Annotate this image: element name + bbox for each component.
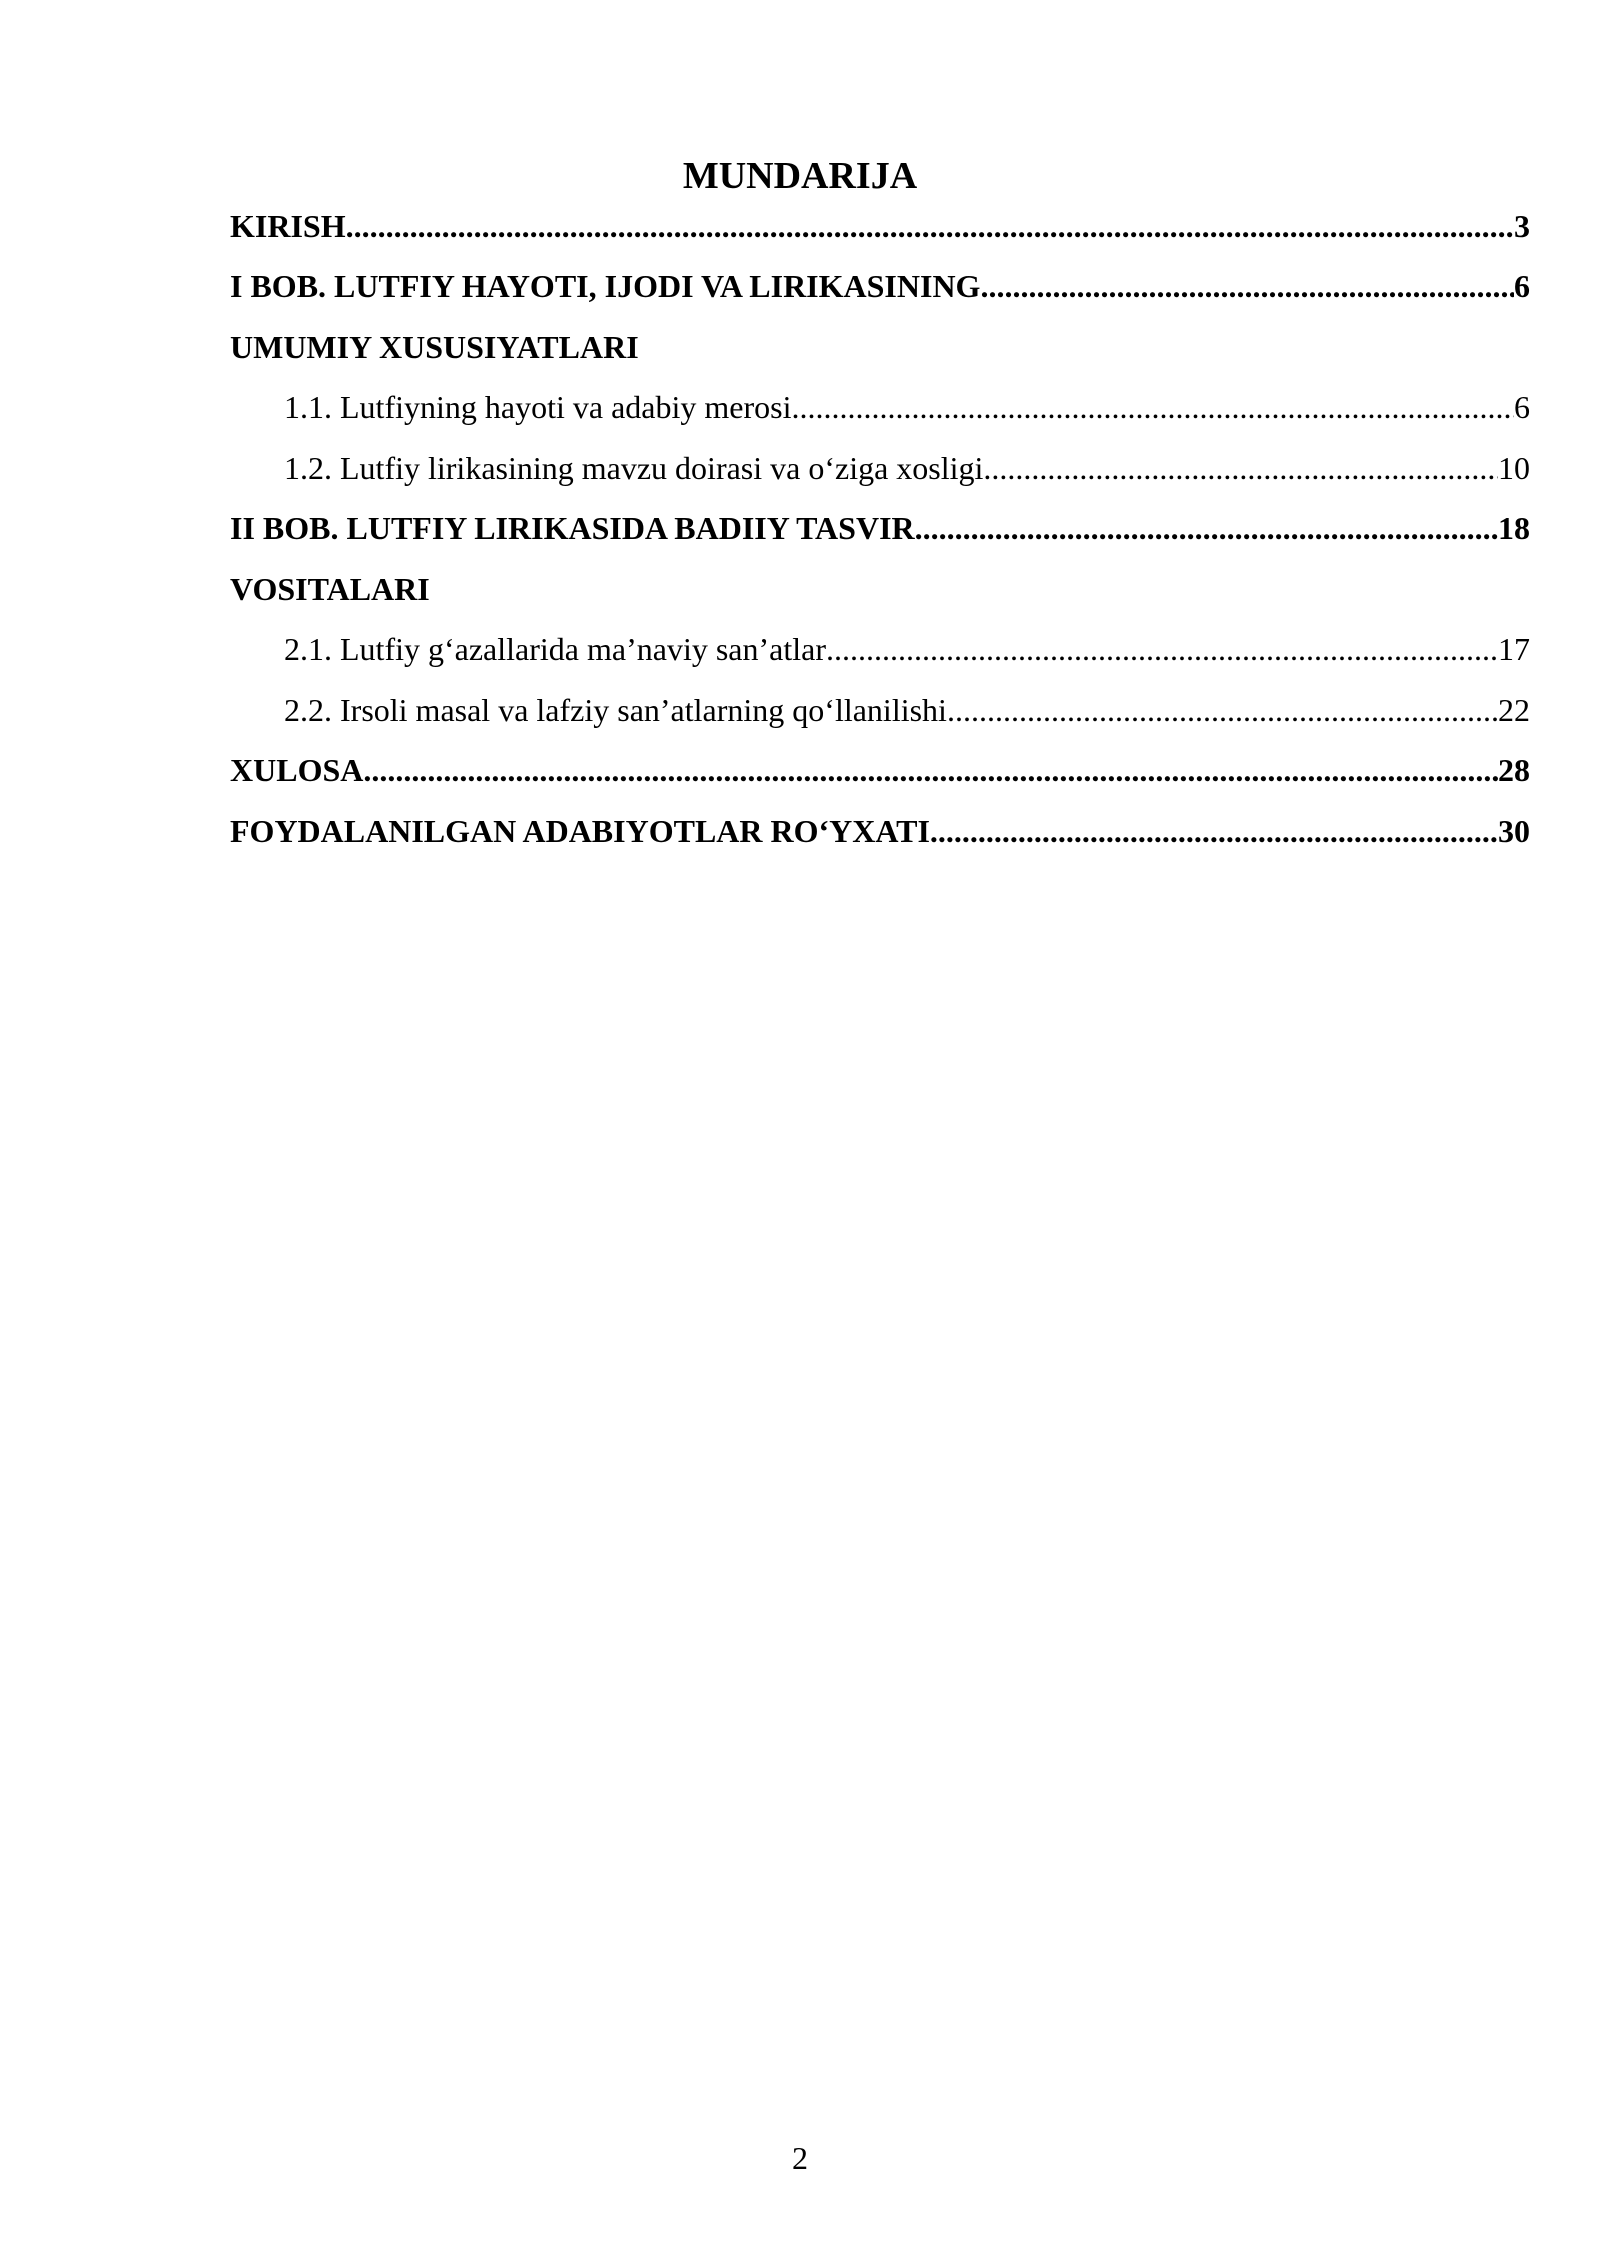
toc-dot-leader — [980, 268, 1514, 305]
toc-dot-leader — [826, 631, 1498, 668]
toc-entry-page: 22 — [1498, 691, 1530, 728]
toc-entry-page: 10 — [1498, 449, 1530, 486]
toc-entry-page: 6 — [1514, 389, 1530, 426]
toc-entry-label: KIRISH — [230, 207, 346, 244]
toc-entry-label: UMUMIY XUSUSIYATLARI — [230, 328, 639, 365]
toc-entry-label: FOYDALANILGAN ADABIYOTLAR RO‘YXATI — [230, 812, 930, 849]
toc-entry-chapter-2-continued[interactable] — [230, 559, 1530, 620]
toc-entry-section-1-2[interactable] — [230, 438, 1530, 499]
toc-dot-leader — [947, 692, 1498, 729]
toc-dot-leader — [983, 450, 1498, 487]
toc-entry-section-1-1[interactable] — [230, 378, 1530, 439]
toc-entry-kirish[interactable] — [230, 196, 1530, 257]
toc-entry-page: 28 — [1498, 752, 1530, 789]
toc-entry-page: 6 — [1514, 268, 1530, 305]
toc-entry-chapter-1[interactable] — [230, 257, 1530, 318]
page-title: MUNDARIJA — [682, 155, 918, 197]
toc-entry-label: XULOSA — [230, 752, 364, 789]
table-of-contents — [230, 196, 1530, 862]
page-number: 2 — [792, 2140, 808, 2176]
toc-entry-label: VOSITALARI — [230, 570, 430, 607]
toc-dot-leader — [363, 752, 1498, 789]
toc-entry-section-2-1[interactable] — [230, 620, 1530, 681]
toc-entry-chapter-1-continued[interactable] — [230, 317, 1530, 378]
toc-entry-section-2-2[interactable] — [230, 680, 1530, 741]
toc-dot-leader — [915, 510, 1498, 547]
toc-entry-page: 30 — [1498, 812, 1530, 849]
toc-entry-label: 2.2. Irsoli masal va lafziy san’atlarning qo‘llanilishi — [284, 691, 947, 728]
toc-entry-page: 3 — [1514, 207, 1530, 244]
toc-dot-leader — [346, 208, 1514, 245]
toc-dot-leader — [930, 813, 1498, 850]
toc-entry-page: 17 — [1498, 631, 1530, 668]
toc-entry-label: II BOB. LUTFIY LIRIKASIDA BADIIY TASVIR — [230, 510, 915, 547]
toc-entry-references[interactable] — [230, 801, 1530, 862]
toc-entry-chapter-2[interactable] — [230, 499, 1530, 560]
toc-entry-label: 1.1. Lutfiyning hayoti va adabiy merosi — [284, 389, 792, 426]
toc-entry-label: 2.1. Lutfiy g‘azallarida ma’naviy san’atlar — [284, 631, 826, 668]
toc-entry-xulosa[interactable] — [230, 741, 1530, 802]
toc-entry-label: 1.2. Lutfiy lirikasining mavzu doirasi va o‘ziga xosligi — [284, 449, 984, 486]
toc-dot-leader — [791, 389, 1514, 426]
toc-entry-page: 18 — [1498, 510, 1530, 547]
toc-entry-label: I BOB. LUTFIY HAYOTI, IJODI VA LIRIKASINING — [230, 268, 981, 305]
